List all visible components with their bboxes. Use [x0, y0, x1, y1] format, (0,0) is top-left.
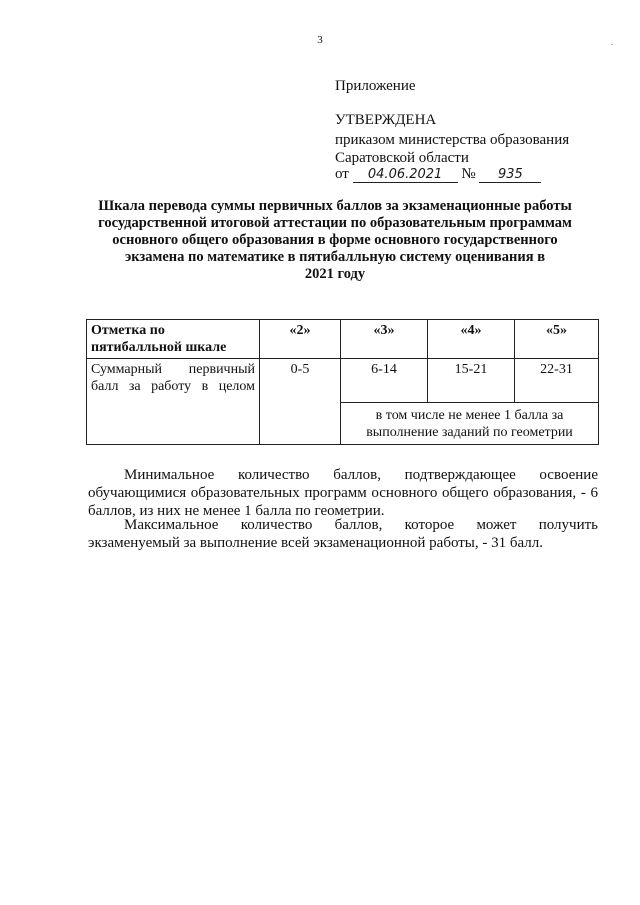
- document-title: [70, 198, 600, 283]
- table-header-row: [87, 320, 599, 359]
- appendix-label: Приложение: [335, 78, 416, 94]
- date-prefix: от: [335, 166, 349, 182]
- grade-cell: «2»: [260, 320, 341, 359]
- page-number: 3: [317, 34, 323, 46]
- table-row: [87, 359, 599, 403]
- range-cell: 15-21: [428, 359, 515, 403]
- order-date-line: [335, 166, 541, 183]
- range-cell: 6-14: [341, 359, 428, 403]
- title-line: основного общего образования в форме основного государственного: [112, 232, 558, 248]
- handwritten-number: 935: [479, 167, 541, 183]
- number-prefix: №: [461, 166, 476, 182]
- approved-label: УТВЕРЖДЕНА: [335, 112, 437, 128]
- grade-cell: «3»: [341, 320, 428, 359]
- header-label-cell: Отметка по пятибалльной шкале: [87, 320, 260, 359]
- row-label-cell: Суммарный первичный балл за работу в целом: [87, 359, 260, 445]
- grade-scale-table: [86, 319, 599, 445]
- grade-cell: «5»: [515, 320, 599, 359]
- corner-mark: .: [611, 38, 613, 47]
- title-line: экзамена по математике в пятибалльную систему оценивания в: [124, 249, 546, 265]
- order-text: приказом министерства образования Саратовской области: [335, 132, 570, 166]
- range-cell: 22-31: [515, 359, 599, 403]
- grade-cell: «4»: [428, 320, 515, 359]
- title-line: Шкала перевода суммы первичных баллов за экзаменационные работы: [98, 198, 572, 214]
- range-cell: 0-5: [260, 359, 341, 445]
- title-line: 2021 году: [304, 266, 366, 282]
- paragraph-maximum-score: Максимальное количество баллов, которое может получить экзаменуемый за выполнение всей экзаменационной работы, - 31 балл.: [88, 517, 598, 551]
- paragraph-minimum-score: Минимальное количество баллов, подтверждающее освоение обучающимися образовательных программ основного общего образования, - 6 баллов, из них не менее 1 балла по геометрии.: [88, 467, 598, 519]
- handwritten-date: 04.06.2021: [353, 167, 458, 183]
- geometry-note-cell: в том числе не менее 1 балла за выполнение заданий по геометрии: [341, 403, 599, 445]
- title-line: государственной итоговой аттестации по образовательным программам: [98, 215, 572, 231]
